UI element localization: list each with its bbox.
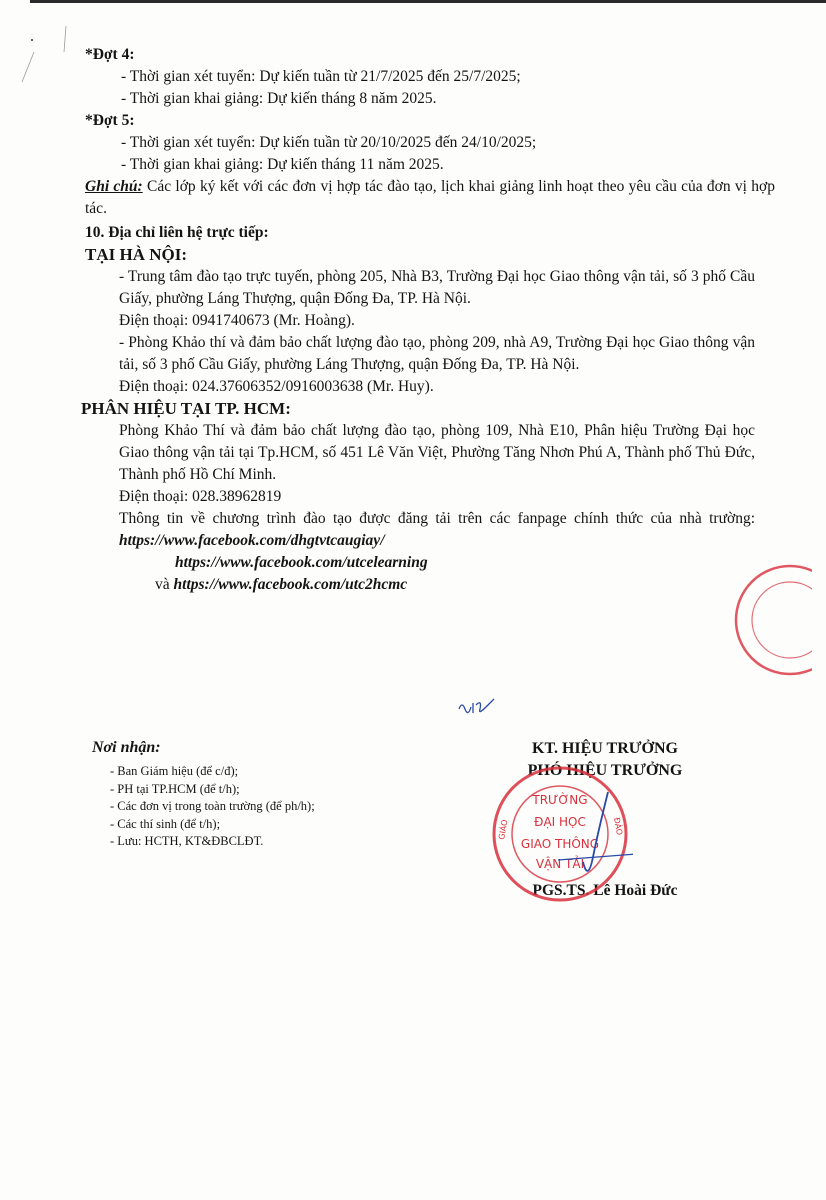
fanpage-link-utc2-line [85,574,785,596]
recipients-block [92,737,432,851]
recipient-item: - Các thí sinh (để t/h); [110,816,221,831]
recipient-item: - Lưu: HCTH, KT&ĐBCLĐT. [110,834,264,848]
university-seal [488,762,633,907]
seal-ring-left: GIÁO [497,818,510,841]
seal-text-bottom: VẬN TẢI [535,857,585,871]
note-text: Các lớp ký kết với các đơn vị hợp tác đào tạo, lịch khai giảng linh hoạt theo yêu cầu của đơn vị hợp tác. [85,178,775,217]
dot4-enrollment-time: - Thời gian xét tuyển: Dự kiến tuần từ 21/7/2025 đến 25/7/2025; [121,68,521,85]
hanoi-address-2: - Phòng Khảo thí và đảm bảo chất lượng đào tạo, phòng 209, nhà A9, Trường Đại học Giao thông vận tải, số 3 phố Cầu Giấy, phường Láng Thượng, quận Đống Đa, TP. Hà Nội. [119,334,755,373]
recipients-list [110,763,432,851]
signature-title-2: PHÓ HIỆU TRƯỞNG [527,762,683,779]
fanpage-info [85,508,755,552]
initials-scribble [456,695,496,717]
document-body [81,44,785,596]
fanpage-info-text: Thông tin về chương trình đào tạo được đăng tải trên các fanpage chính thức của nhà trường: [119,510,755,527]
recipient-item: - Ban Giám hiệu (để c/đ); [110,764,239,778]
dot5-enrollment-time: - Thời gian xét tuyển: Dự kiến tuần từ 20/10/2025 đến 24/10/2025; [121,134,537,151]
hanoi-phone-2: Điện thoại: 024.37606352/0916003638 (Mr. Huy). [119,378,434,395]
seal-text-mid2: GIAO THÔNG [520,837,600,851]
fanpage-and-text: và [155,576,174,593]
hanoi-address-1: - Trung tâm đào tạo trực tuyến, phòng 205, Nhà B3, Trường Đại học Giao thông vận tải, số 3 phố Cầu Giấy, phường Láng Thượng, quận Đống Đa, TP. Hà Nội. [119,268,755,307]
top-border-line [30,0,826,3]
hanoi-phone-1: Điện thoại: 0941740673 (Mr. Hoàng). [119,312,355,329]
seal-text-mid1: ĐẠI HỌC [534,815,586,829]
section10-heading: 10. Địa chỉ liên hệ trực tiếp: [85,224,269,241]
hcm-address: Phòng Khảo Thí và đảm bảo chất lượng đào tạo, phòng 109, Nhà E10, Phân hiệu Trường Đại học Giao thông vận tải tại Tp.HCM, số 451 Lê Văn Việt, Phường Tăng Nhơn Phú A, Thành phố Thủ Đức, Thành phố Hồ Chí Minh. [119,422,755,483]
fanpage-link-utc2hcmc[interactable]: https://www.facebook.com/utc2hcmc [173,576,408,593]
fanpage-link-utcelearning[interactable]: https://www.facebook.com/utcelearning [175,554,428,571]
hcm-phone: Điện thoại: 028.38962819 [119,488,282,505]
recipient-item: - Các đơn vị trong toàn trường (để ph/h); [110,799,315,813]
signer-name: PGS.TS. Lê Hoài Đức [532,882,678,899]
recipient-item: - PH tại TP.HCM (để t/h); [110,781,240,796]
dot5-heading: *Đợt 5: [85,112,135,129]
dot4-heading: *Đợt 4: [85,46,135,63]
note-label: Ghi chú: [85,178,143,195]
seal-text-top: TRƯỜNG [532,793,588,807]
note-paragraph [85,176,775,220]
recipients-title: Nơi nhận: [92,739,161,756]
signature-title-1: KT. HIỆU TRƯỞNG [532,740,678,757]
hcm-heading: PHÂN HIỆU TẠI TP. HCM: [81,399,291,418]
dot5-opening-time: - Thời gian khai giảng: Dự kiến tháng 11 năm 2025. [121,156,444,173]
seal-partial-edge [722,560,812,680]
seal-ring-right: ĐÀO [612,816,624,836]
corner-pen-mark [14,22,74,92]
dot4-opening-time: - Thời gian khai giảng: Dự kiến tháng 8 năm 2025. [121,90,437,107]
hanoi-heading: TẠI HÀ NỘI: [85,245,188,264]
fanpage-link-caugiay[interactable]: https://www.facebook.com/dhgtvtcaugiay/ [119,532,385,549]
